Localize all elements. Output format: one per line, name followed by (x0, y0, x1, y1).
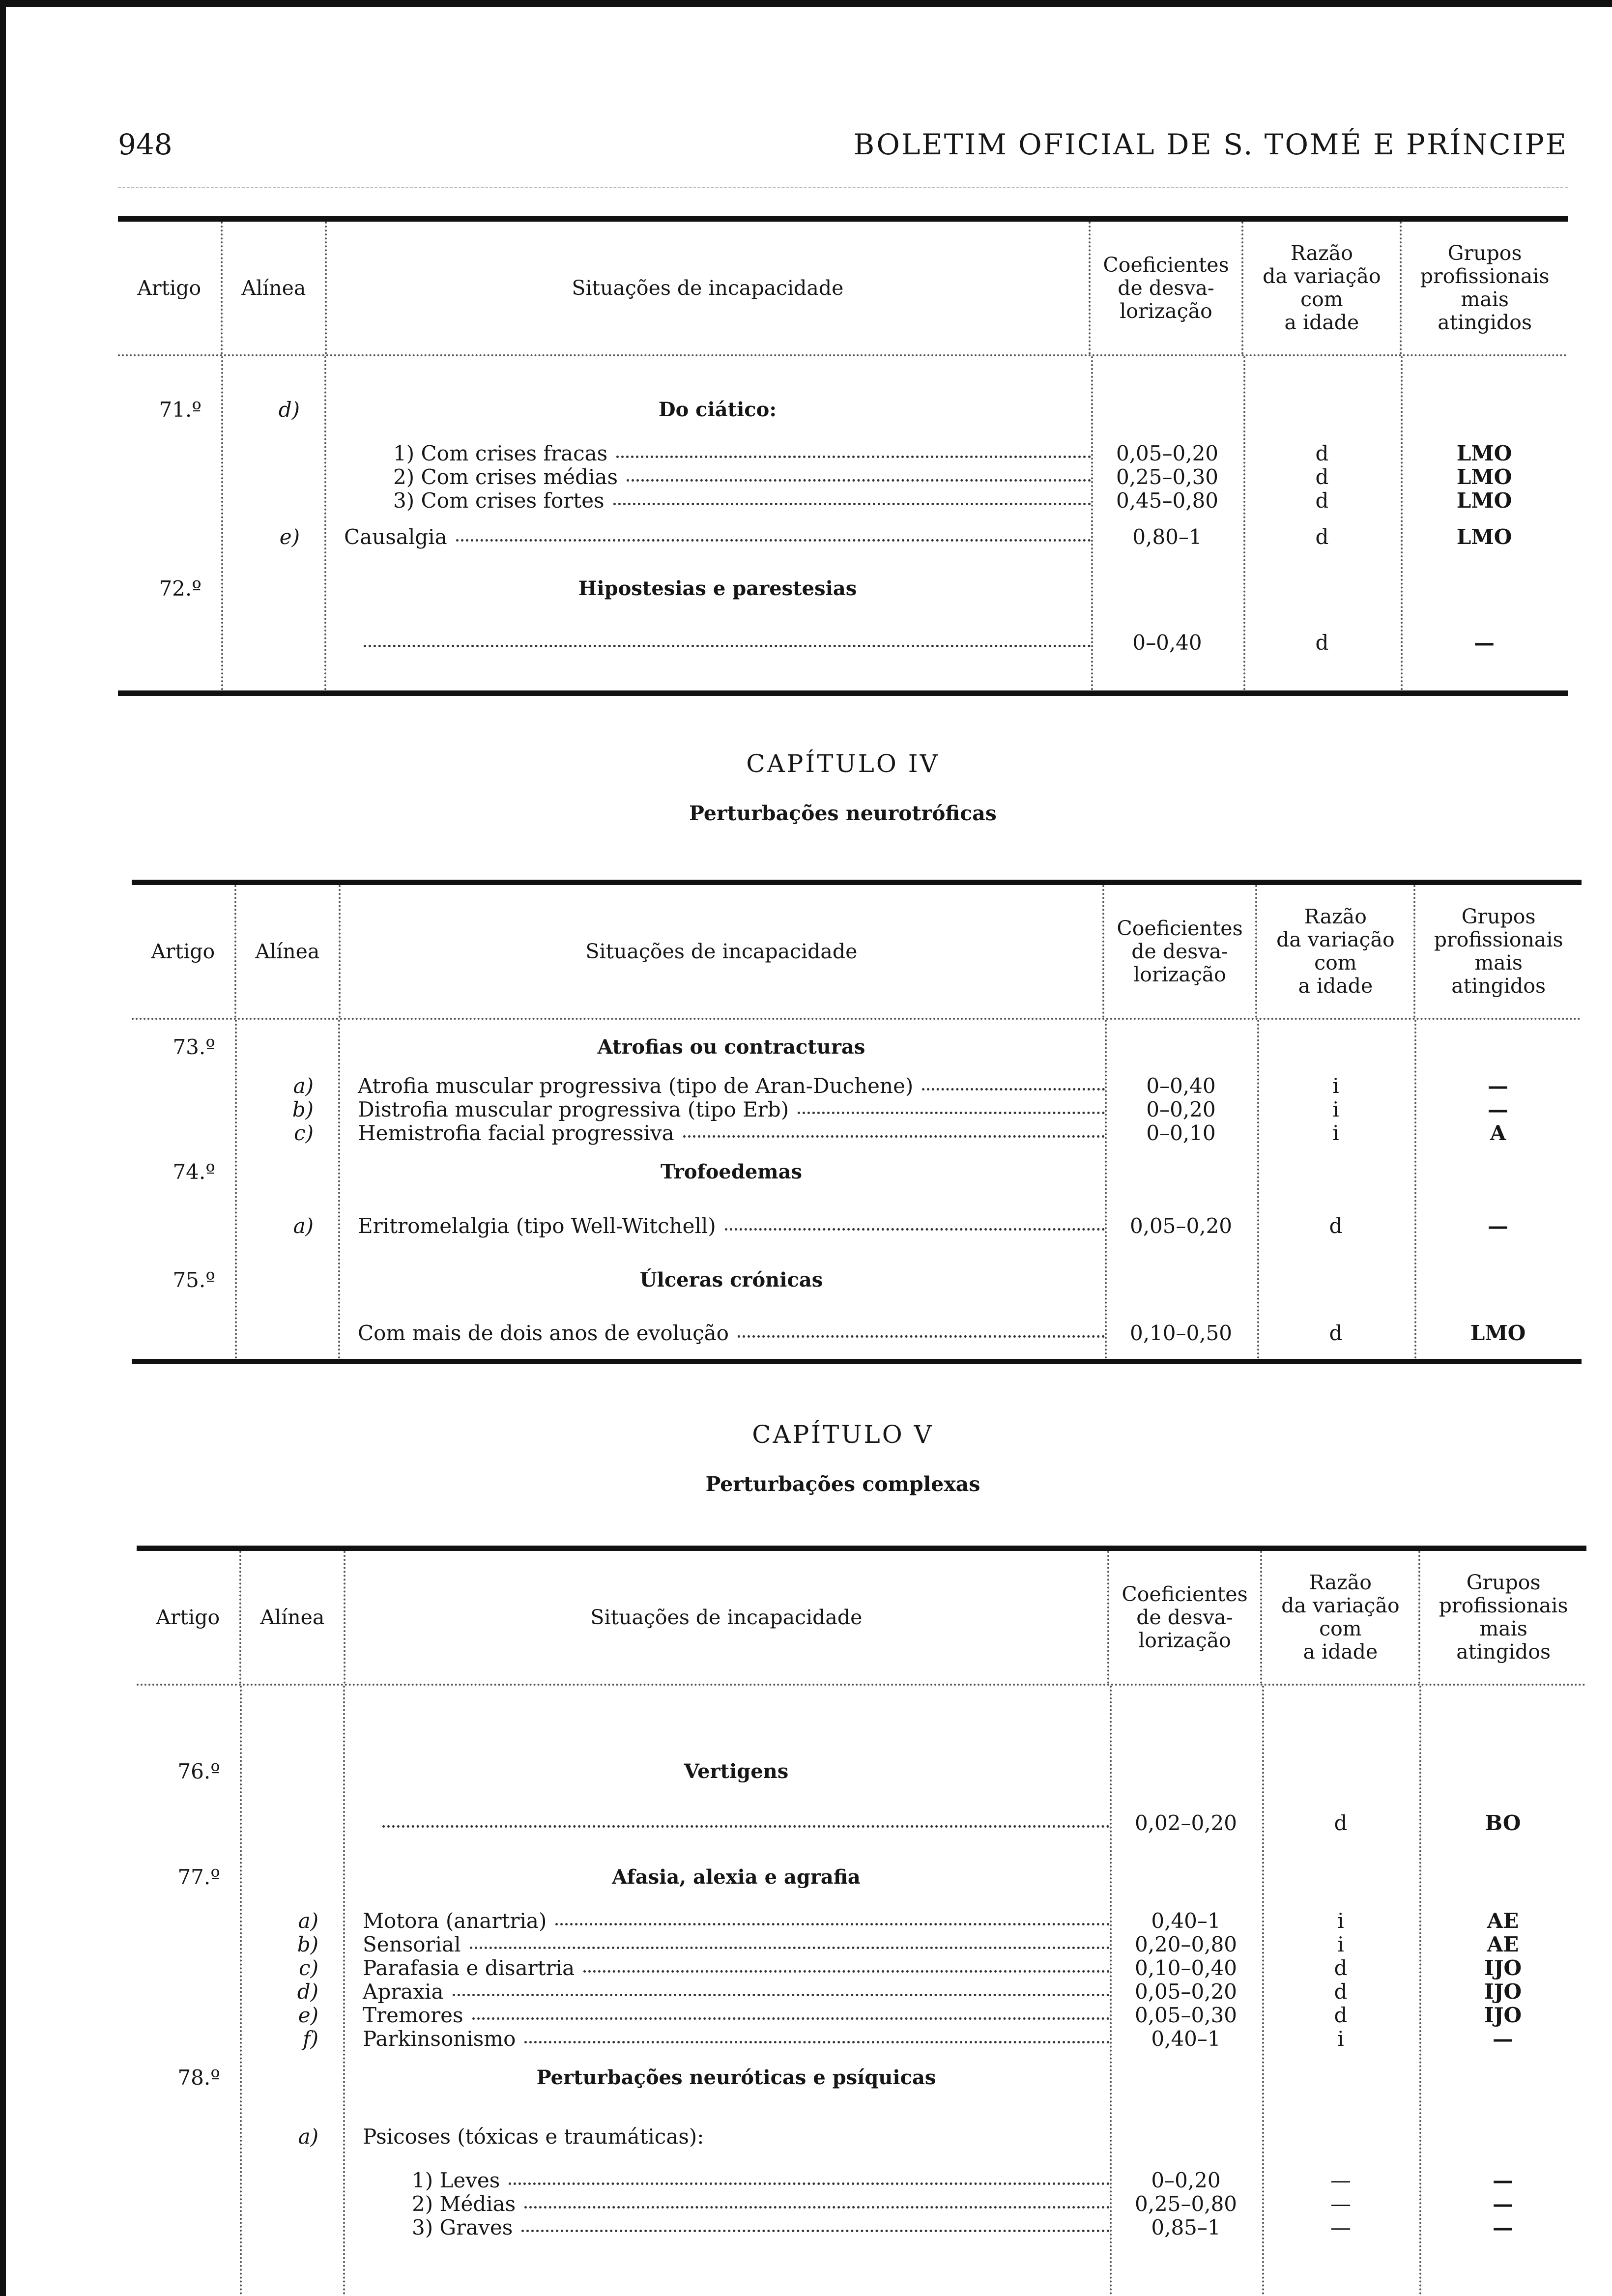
cell-coeficiente: 0–0,10 (1146, 1120, 1216, 1145)
cell-situacao (343, 1980, 1110, 2004)
cell-grupos: AE (1487, 1932, 1519, 1956)
table-header (132, 885, 1582, 1020)
cell-situacao (338, 1268, 1105, 1292)
table-header (118, 222, 1568, 356)
cell-grupos: IJO (1484, 1955, 1522, 1980)
column-separator (1401, 356, 1403, 690)
table-row (137, 2104, 1586, 2168)
table-neurotrophic (132, 880, 1582, 1364)
dot-leader (798, 1100, 1105, 1114)
cell-alinea: c) (299, 1955, 318, 1980)
cell-grupos: — (1493, 2168, 1513, 2192)
chapter-title: CAPÍTULO V (752, 1420, 934, 1449)
column-separator (1262, 1686, 1264, 2295)
cell-coeficiente: 0–0,40 (1132, 630, 1202, 655)
cell-grupos: — (1488, 1073, 1508, 1098)
cell-alinea: e) (298, 2003, 318, 2027)
table-row (118, 441, 1568, 465)
cell-artigo: 75.º (173, 1267, 215, 1292)
cell-alinea: b) (297, 1932, 318, 1956)
table-row (137, 2168, 1586, 2192)
col-alinea: Alínea (236, 885, 341, 1018)
table-row (132, 1253, 1582, 1307)
col-situacoes: Situações de incapacidade (327, 222, 1090, 354)
journal-title: BOLETIM OFICIAL DE S. TOMÉ E PRÍNCIPE (853, 128, 1568, 161)
situacao-text: Psicoses (tóxicas e traumáticas): (363, 2124, 704, 2149)
cell-artigo: 77.º (177, 1865, 220, 1889)
situacao-text: Perturbações neuróticas e psíquicas (536, 2066, 936, 2089)
situacao-text: Tremores (363, 2003, 463, 2027)
cell-razao: d (1334, 1979, 1348, 2004)
table-body (118, 356, 1568, 690)
table-bottom-rule (132, 1359, 1582, 1364)
situacao-text: 3) Graves (412, 2215, 513, 2239)
table-row (137, 1845, 1586, 1909)
table-top-rule (118, 216, 1568, 222)
cell-situacao (343, 1813, 1110, 1833)
cell-grupos: — (1493, 2215, 1513, 2239)
cell-artigo: 76.º (177, 1759, 220, 1783)
dot-leader (583, 1958, 1110, 1973)
cell-razao: — (1330, 2168, 1351, 2192)
situacao-text: Eritromelalgia (tipo Well-Witchell) (358, 1213, 716, 1238)
cell-coeficiente: 0,25–0,30 (1116, 464, 1219, 489)
situacao-text: Sensorial (363, 1932, 461, 1956)
situacao-text: Hipostesias e parestesias (578, 576, 857, 600)
table-neurologic-1 (118, 216, 1568, 696)
dot-leader (616, 444, 1091, 458)
situacao-text: 2) Com crises médias (393, 464, 618, 489)
cell-razao: i (1337, 2026, 1344, 2051)
situacao-text: Úlceras crónicas (639, 1268, 823, 1292)
cell-coeficiente: 0,45–0,80 (1116, 488, 1219, 513)
situacao-text: Distrofia muscular progressiva (tipo Erb) (358, 1097, 789, 1121)
cell-grupos: — (1474, 630, 1495, 655)
situacao-text: Afasia, alexia e agrafia (612, 1865, 861, 1889)
dot-leader (509, 2171, 1110, 2185)
situacao-text: 3) Com crises fortes (393, 488, 604, 513)
col-coeficientes: Coeficientes de desva- lorização (1104, 885, 1258, 1018)
dot-leader (627, 467, 1091, 482)
cell-situacao (343, 2003, 1110, 2027)
chapter-subtitle: Perturbações complexas (705, 1472, 980, 1496)
table-row (132, 1121, 1582, 1145)
dot-leader (922, 1076, 1105, 1091)
cell-grupos: LMO (1470, 1320, 1526, 1345)
cell-situacao (343, 1956, 1110, 1980)
cell-coeficiente: 0,40–1 (1151, 2026, 1221, 2051)
cell-alinea: e) (279, 524, 300, 549)
col-alinea: Alínea (241, 1551, 346, 1684)
cell-razao: — (1330, 2215, 1351, 2239)
dot-leader (725, 1216, 1105, 1231)
situacao-text: Atrofias ou contracturas (597, 1035, 865, 1059)
cell-grupos: IJO (1484, 2003, 1522, 2027)
table-bottom-rule (118, 690, 1568, 696)
col-coeficientes: Coeficientes de desva- lorização (1109, 1551, 1263, 1684)
cell-grupos: BO (1485, 1810, 1521, 1835)
table-row (137, 1980, 1586, 2003)
table-row (137, 2027, 1586, 2050)
col-razao: Razão da variação com a idade (1243, 222, 1402, 354)
situacao-text: Hemistrofia facial progressiva (358, 1120, 674, 1145)
cell-coeficiente: 0,10–0,40 (1134, 1955, 1238, 1980)
dot-leader (524, 2029, 1110, 2043)
column-separator (235, 1020, 237, 1359)
cell-alinea: f) (303, 2026, 318, 2051)
table-row (118, 615, 1568, 669)
cell-razao: d (1329, 1320, 1343, 1345)
cell-alinea: c) (294, 1120, 314, 1145)
dot-leader (470, 1935, 1110, 1949)
cell-grupos: — (1493, 2191, 1513, 2216)
cell-coeficiente: 0,05–0,20 (1116, 441, 1219, 465)
cell-artigo: 72.º (159, 576, 202, 601)
column-separator (1110, 1686, 1112, 2295)
table-row (118, 512, 1568, 561)
col-artigo: Artigo (132, 885, 236, 1018)
cell-alinea: d) (297, 1979, 318, 2004)
col-artigo: Artigo (137, 1551, 241, 1684)
cell-razao: i (1332, 1097, 1339, 1121)
table-row (132, 1074, 1582, 1097)
cell-grupos: — (1493, 2026, 1513, 2051)
cell-situacao (338, 1035, 1105, 1059)
page-border-top (0, 0, 1612, 7)
cell-situacao (338, 1321, 1105, 1345)
cell-coeficiente: 0,85–1 (1151, 2215, 1221, 2239)
situacao-text: Do ciático: (658, 398, 777, 421)
col-grupos: Grupos profissionais mais atingidos (1439, 1571, 1568, 1664)
col-alinea: Alínea (223, 222, 327, 354)
cell-coeficiente: 0,80–1 (1132, 524, 1202, 549)
table-row (132, 1020, 1582, 1074)
cell-situacao (343, 1909, 1110, 1933)
cell-razao: i (1337, 1908, 1344, 1933)
situacao-text: Parkinsonismo (363, 2026, 516, 2051)
cell-situacao (338, 1160, 1105, 1183)
column-separator (338, 1020, 340, 1359)
col-situacoes: Situações de incapacidade (341, 885, 1104, 1018)
table-row (137, 2215, 1586, 2239)
table-row (137, 1932, 1586, 1956)
cell-razao: d (1329, 1213, 1343, 1238)
cell-situacao (343, 1866, 1110, 1889)
situacao-text: Atrofia muscular progressiva (tipo de Aran-Duchene) (358, 1073, 914, 1098)
cell-situacao (343, 2168, 1110, 2192)
cell-razao: i (1332, 1120, 1339, 1145)
chapter-v-heading (118, 1420, 1568, 1496)
cell-razao: i (1332, 1073, 1339, 1098)
dot-leader (456, 527, 1091, 542)
situacao-text: Motora (anartria) (363, 1908, 547, 1933)
column-separator (1414, 1020, 1416, 1359)
cell-coeficiente: 0,25–0,80 (1134, 2191, 1238, 2216)
table-row (118, 561, 1568, 615)
table-complex (137, 1546, 1586, 2295)
cell-razao: d (1334, 2003, 1348, 2027)
dot-leader (555, 1911, 1110, 1925)
cell-grupos: A (1490, 1120, 1506, 1145)
table-row (137, 1909, 1586, 1932)
table-header (137, 1551, 1586, 1686)
column-separator (324, 356, 326, 690)
situacao-text: 1) Com crises fracas (393, 441, 608, 465)
cell-coeficiente: 0,05–0,30 (1134, 2003, 1238, 2027)
cell-situacao (324, 441, 1091, 465)
table-row (118, 488, 1568, 512)
situacao-text: 2) Médias (412, 2191, 516, 2216)
chapter-subtitle: Perturbações neurotróficas (689, 802, 997, 825)
situacao-text: Trofoedemas (660, 1160, 803, 1183)
cell-razao: d (1315, 488, 1329, 513)
cell-grupos: LMO (1456, 441, 1512, 465)
cell-coeficiente: 0,40–1 (1151, 1908, 1221, 1933)
cell-situacao (343, 1760, 1110, 1783)
cell-alinea: a) (293, 1073, 314, 1098)
col-razao: Razão da variação com a idade (1257, 885, 1415, 1018)
cell-situacao (324, 488, 1091, 513)
cell-artigo: 78.º (177, 2065, 220, 2090)
table-row (137, 2003, 1586, 2027)
cell-razao: — (1330, 2191, 1351, 2216)
cell-grupos: LMO (1456, 488, 1512, 513)
table-top-rule (137, 1546, 1586, 1551)
table-row (132, 1307, 1582, 1359)
table-row (132, 1145, 1582, 1199)
situacao-text: Causalgia (344, 524, 447, 549)
cell-coeficiente: 0–0,20 (1146, 1097, 1216, 1121)
cell-artigo: 73.º (173, 1034, 215, 1059)
cell-coeficiente: 0,20–0,80 (1134, 1932, 1238, 1956)
table-body (137, 1686, 1586, 2295)
dot-leader (683, 1123, 1105, 1138)
column-separator (1091, 356, 1093, 690)
cell-situacao (343, 2192, 1110, 2216)
cell-razao: d (1315, 464, 1329, 489)
column-separator (240, 1686, 242, 2295)
cell-grupos: IJO (1484, 1979, 1522, 2004)
cell-artigo: 71.º (159, 397, 202, 422)
cell-situacao (324, 398, 1091, 421)
col-grupos: Grupos profissionais mais atingidos (1420, 241, 1550, 334)
cell-grupos: — (1488, 1097, 1508, 1121)
dot-leader (364, 633, 1091, 647)
table-body (132, 1020, 1582, 1359)
cell-situacao (338, 1097, 1105, 1121)
dot-leader (613, 491, 1091, 505)
column-separator (1419, 1686, 1421, 2295)
situacao-text: Parafasia e disartria (363, 1955, 575, 1980)
cell-coeficiente: 0,05–0,20 (1129, 1213, 1233, 1238)
cell-situacao (324, 577, 1091, 600)
cell-coeficiente: 0–0,40 (1146, 1073, 1216, 1098)
col-razao: Razão da variação com a idade (1262, 1551, 1420, 1684)
table-row (137, 1801, 1586, 1845)
col-situacoes: Situações de incapacidade (345, 1551, 1109, 1684)
col-artigo: Artigo (118, 222, 223, 354)
dot-leader (453, 1982, 1110, 1996)
chapter-iv-heading (118, 749, 1568, 825)
cell-situacao (324, 633, 1091, 652)
column-separator (1257, 1020, 1259, 1359)
table-row (137, 2192, 1586, 2215)
dot-leader (472, 2006, 1110, 2020)
col-coeficientes: Coeficientes de desva- lorização (1091, 222, 1244, 354)
cell-situacao (343, 2215, 1110, 2239)
page-number: 948 (118, 128, 173, 161)
cell-artigo: 74.º (173, 1159, 215, 1184)
cell-grupos: AE (1487, 1908, 1519, 1933)
cell-situacao (338, 1214, 1105, 1238)
cell-situacao (343, 1932, 1110, 1956)
cell-razao: d (1315, 441, 1329, 465)
cell-alinea: a) (293, 1213, 314, 1238)
table-row (137, 1956, 1586, 1980)
dot-leader (524, 2194, 1110, 2209)
column-separator (1105, 1020, 1107, 1359)
cell-situacao (343, 2124, 1110, 2149)
table-row (118, 465, 1568, 488)
page-header (118, 123, 1568, 167)
cell-alinea: b) (292, 1097, 314, 1121)
cell-situacao (343, 2066, 1110, 2089)
table-row (137, 2050, 1586, 2104)
column-separator (1243, 356, 1245, 690)
table-row (132, 1199, 1582, 1253)
cell-situacao (338, 1121, 1105, 1145)
cell-alinea: a) (298, 1908, 318, 1933)
situacao-text: 1) Leves (412, 2168, 500, 2192)
table-row (118, 377, 1568, 441)
cell-razao: d (1334, 1955, 1348, 1980)
dot-leader (382, 1813, 1110, 1828)
cell-situacao (324, 465, 1091, 489)
situacao-text: Com mais de dois anos de evolução (358, 1320, 729, 1345)
cell-situacao (338, 1074, 1105, 1098)
cell-coeficiente: 0,05–0,20 (1134, 1979, 1238, 2004)
cell-alinea: a) (298, 2124, 318, 2149)
cell-coeficiente: 0,10–0,50 (1129, 1320, 1233, 1345)
cell-grupos: — (1488, 1213, 1508, 1238)
cell-razao: i (1337, 1932, 1344, 1956)
column-separator (343, 1686, 345, 2295)
cell-coeficiente: 0,02–0,20 (1134, 1810, 1238, 1835)
cell-coeficiente: 0–0,20 (1151, 2168, 1221, 2192)
dot-leader (738, 1323, 1105, 1338)
chapter-title: CAPÍTULO IV (746, 749, 940, 778)
cell-razao: d (1334, 1810, 1348, 1835)
cell-razao: d (1315, 524, 1329, 549)
table-row (132, 1097, 1582, 1121)
cell-grupos: LMO (1456, 524, 1512, 549)
col-grupos: Grupos profissionais mais atingidos (1434, 905, 1563, 998)
dot-leader (521, 2218, 1110, 2232)
cell-grupos: LMO (1456, 464, 1512, 489)
situacao-text: Vertigens (684, 1759, 789, 1783)
cell-situacao (324, 525, 1091, 549)
table-row (137, 1742, 1586, 1801)
cell-alinea: d) (278, 397, 300, 422)
column-separator (221, 356, 223, 690)
cell-razao: d (1315, 630, 1329, 655)
page-border-left (0, 0, 6, 2296)
header-rule (118, 187, 1568, 188)
cell-situacao (343, 2027, 1110, 2051)
situacao-text: Apraxia (363, 1979, 444, 2004)
table-top-rule (132, 880, 1582, 885)
